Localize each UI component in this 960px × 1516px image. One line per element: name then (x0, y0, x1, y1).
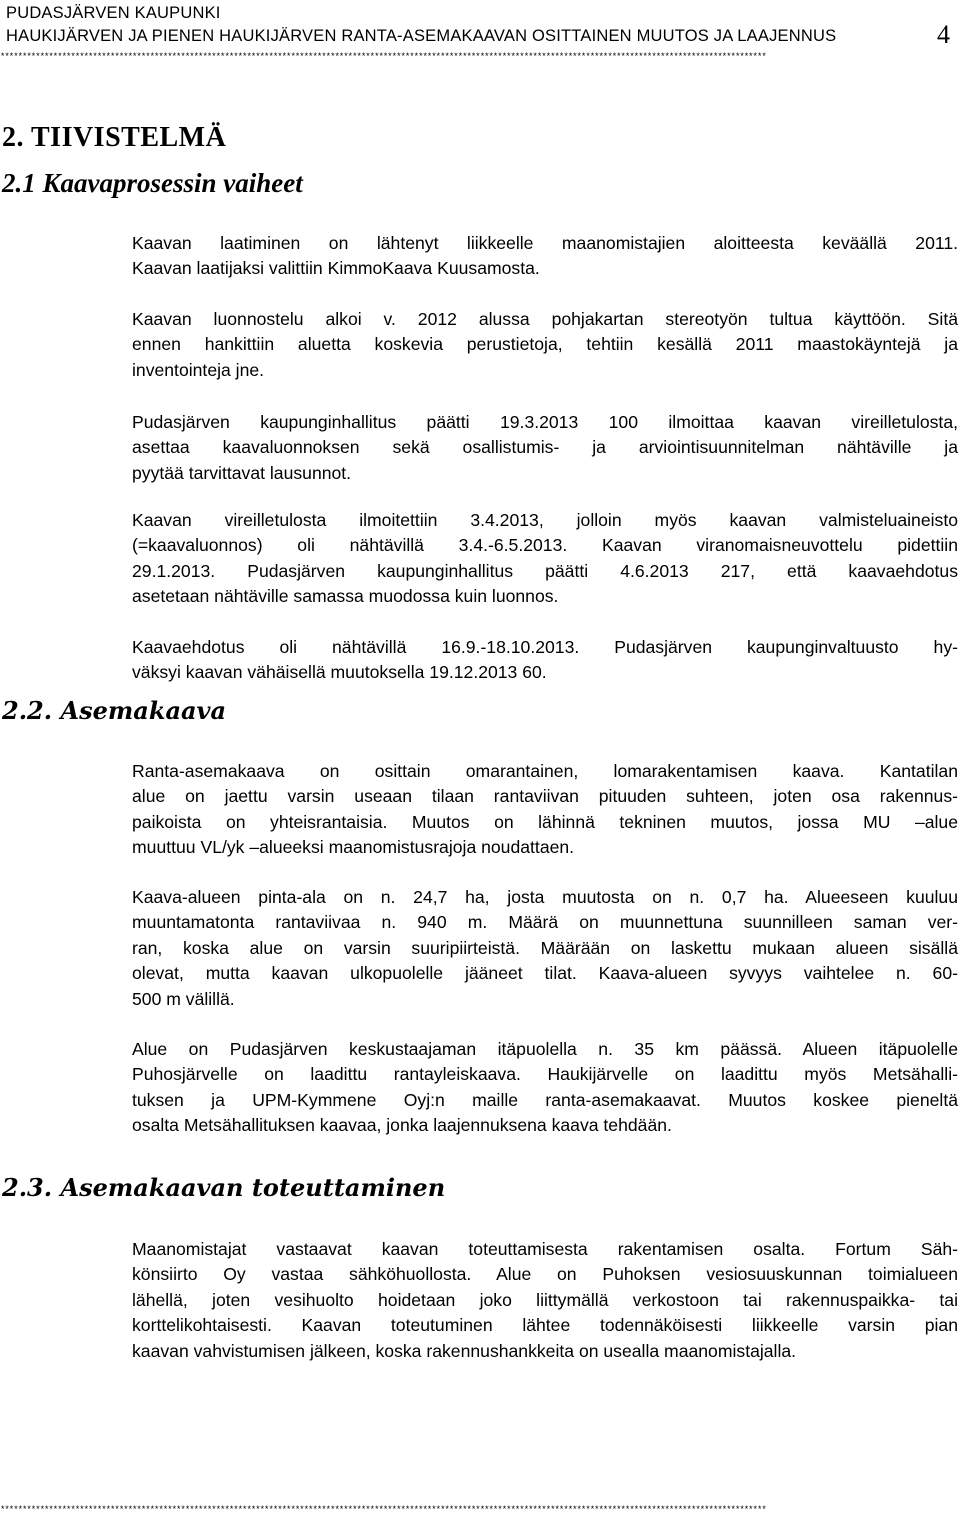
text-line: Pudasjärven kaupunginhallitus päätti 19.3.2013 100 ilmoittaa kaavan vireilletulosta, (132, 412, 958, 432)
text-line: muuttuu VL/yk –alueeksi maanomistusrajoja noudattaen. (132, 837, 575, 858)
text-line: Kaavan luonnostelu alkoi v. 2012 alussa pohjakartan stereotyön tultua käyttöön. Sitä (132, 309, 958, 329)
paragraph (132, 410, 958, 486)
text-line: Kaavaehdotus oli nähtävillä 16.9.-18.10.2013. Pudasjärven kaupunginvaltuusto hy- (132, 637, 958, 657)
paragraph (132, 1237, 958, 1364)
text-line: Alue on Pudasjärven keskustaajaman itäpuolella n. 35 km päässä. Alueen itäpuolelle (132, 1039, 958, 1059)
text-line: Kaavan laatiminen on lähtenyt liikkeelle maanomistajien aloitteesta keväällä 2011. (132, 233, 958, 253)
text-line: 500 m välillä. (132, 988, 235, 1009)
text-line: osalta Metsähallituksen kaavaa, jonka laajennuksena kaava tehdään. (132, 1115, 672, 1136)
text-line: Kaava-alueen pinta-ala on n. 24,7 ha, josta muutosta on n. 0,7 ha. Alueeseen kuuluu (132, 887, 958, 907)
paragraph (132, 231, 958, 282)
text-line: ennen hankittiin aluetta koskevia perustietoja, tehtiin kesällä 2011 maastokäyntejä ja (132, 334, 958, 355)
text-line: inventointeja jne. (132, 359, 265, 380)
paragraph (132, 885, 958, 1012)
text-line: muuntamatonta rantaviivaa n. 940 m. Määrä on muunnettuna suunnilleen saman ver- (132, 912, 958, 933)
text-line: Puhosjärvelle on laadittu rantayleiskaava. Haukijärvelle on laadittu myös Metsähalli- (132, 1064, 958, 1085)
subsection-heading-2-1: 2.1 Kaavaprosessin vaiheet (2, 168, 303, 198)
paragraph (132, 307, 958, 383)
text-line: Maanomistajat vastaavat kaavan toteuttamisesta rakentamisen osalta. Fortum Säh- (132, 1239, 958, 1259)
header-separator: ****************************************************************************************************************************************************************************** (0, 52, 766, 62)
text-line: pyytää tarvittavat lausunnot. (132, 462, 352, 483)
subsection-heading-2-3: 2.3. Asemakaavan toteuttaminen (2, 1173, 446, 1202)
text-line: könsiirto Oy vastaa sähköhuollosta. Alue on Puhoksen vesiosuuskunnan toimialueen (132, 1264, 958, 1285)
text-line: 29.1.2013. Pudasjärven kaupunginhallitus päätti 4.6.2013 217, että kaavaehdotus (132, 560, 958, 581)
text-line: ran, koska alue on varsin suuripiirteistä. Määrään on laskettu mukaan alueen sisällä (132, 937, 958, 958)
paragraph (132, 1037, 958, 1139)
text-line: tuksen ja UPM-Kymmene Oyj:n maille ranta-asemakaavat. Muutos koskee pieneltä (132, 1089, 958, 1110)
text-line: (=kaavaluonnos) oli nähtävillä 3.4.-6.5.2013. Kaavan viranomaisneuvottelu pidettiin (132, 535, 958, 556)
subsection-heading-2-2: 2.2. Asemakaava (2, 696, 227, 725)
text-line: lähellä, joten vesihuolto hoidetaan joko liittymällä verkostoon tai rakennuspaikka- tai (132, 1289, 958, 1310)
text-line: asetetaan nähtäville samassa muodossa kuin luonnos. (132, 586, 559, 607)
paragraph (132, 635, 958, 686)
header-organization: PUDASJÄRVEN KAUPUNKI (6, 4, 221, 22)
text-line: alue on jaettu varsin useaan tilaan rantaviivan pituuden suhteen, joten osa rakennus- (132, 786, 958, 807)
text-line: asettaa kaavaluonnoksen sekä osallistumis- ja arviointisuunnitelman nähtäville ja (132, 437, 958, 458)
text-line: korttelikohtaisesti. Kaavan toteutuminen lähtee todennäköisesti liikkeelle varsin pian (132, 1315, 958, 1336)
text-line: Kaavan vireilletulosta ilmoitettiin 3.4.2013, jolloin myös kaavan valmisteluaineisto (132, 510, 958, 530)
text-line: kaavan vahvistumisen jälkeen, koska rakennushankkeita on usealla maanomistajalla. (132, 1340, 797, 1361)
section-heading: 2. TIIVISTELMÄ (2, 122, 227, 153)
text-line: paikoista on yhteisrantaisia. Muutos on lähinnä tekninen muutos, jossa MU –alue (132, 811, 958, 832)
paragraph (132, 508, 958, 610)
page-number: 4 (937, 20, 950, 49)
header-document-title: HAUKIJÄRVEN JA PIENEN HAUKIJÄRVEN RANTA-ASEMAKAAVAN OSITTAINEN MUUTOS JA LAAJENNUS (6, 27, 837, 45)
paragraph (132, 759, 958, 861)
text-line: Ranta-asemakaava on osittain omarantainen, lomarakentamisen kaava. Kantatilan (132, 761, 958, 781)
text-line: olevat, mutta kaavan ulkopuolelle jääneet tilat. Kaava-alueen syvyys vaihtelee n. 60- (132, 963, 958, 984)
text-line: Kaavan laatijaksi valittiin KimmoKaava Kuusamosta. (132, 258, 540, 279)
footer-separator: ****************************************************************************************************************************************************************************** (0, 1505, 766, 1515)
text-line: väksyi kaavan vähäisellä muutoksella 19.12.2013 60. (132, 662, 547, 683)
